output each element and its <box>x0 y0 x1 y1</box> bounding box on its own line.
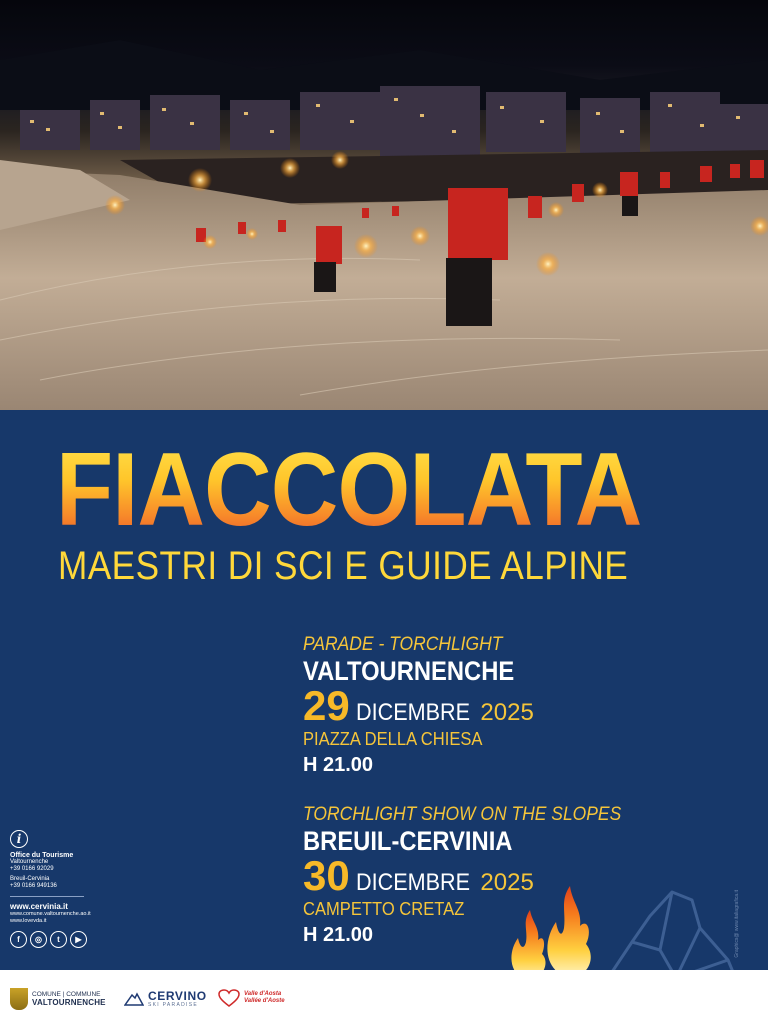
event-time: H 21.00 <box>303 754 374 776</box>
office-title: Office du Tourisme <box>10 852 74 859</box>
youtube-icon[interactable]: ▶ <box>70 931 87 948</box>
poster-subtitle: MAESTRI DI SCI E GUIDE ALPINE <box>58 544 629 588</box>
event-day: 30 <box>303 852 350 899</box>
event-time: H 21.00 <box>303 924 374 946</box>
heart-icon <box>218 989 240 1007</box>
cervino-name: CERVINO <box>148 989 207 1003</box>
event-year: 2025 <box>480 869 534 896</box>
instagram-icon[interactable]: ◎ <box>30 931 47 948</box>
comune-line2: VALTOURNENCHE <box>32 998 106 1007</box>
event-month: DICEMBRE <box>355 699 470 726</box>
comune-valtournenche-logo <box>10 988 106 1010</box>
event-place: VALTOURNENCHE <box>303 656 515 686</box>
event-venue: CAMPETTO CRETAZ <box>303 899 465 919</box>
poster-title: FIACCOLATA <box>56 438 668 542</box>
graphics-credit: Graphics@ www.italiagrafica.it <box>734 890 740 958</box>
event-valtournenche <box>303 634 543 778</box>
event-day: 29 <box>303 682 350 729</box>
ski-slope-night-scene <box>0 0 768 410</box>
website-link[interactable]: www.comune.valtournenche.ao.it <box>10 911 91 917</box>
mountain-icon <box>124 992 144 1006</box>
vda-line1: Valle d'Aosta <box>244 991 282 997</box>
sponsor-footer <box>0 985 768 1015</box>
event-kicker: PARADE - TORCHLIGHT <box>303 634 503 655</box>
website-link[interactable]: www.lovevda.it <box>10 918 47 924</box>
event-month: DICEMBRE <box>355 869 470 896</box>
cervino-ski-paradise-logo <box>124 990 207 1008</box>
website-link[interactable]: www.cervinia.it <box>10 902 68 911</box>
office-location-label: Valtournenche <box>10 859 49 865</box>
info-icon: i <box>10 830 28 848</box>
event-year: 2025 <box>480 699 534 726</box>
event-kicker: TORCHLIGHT SHOW ON THE SLOPES <box>303 804 622 825</box>
crest-icon <box>10 988 28 1010</box>
valle-daosta-logo <box>218 989 285 1007</box>
office-location-label: Breuil-Cervinia <box>10 876 50 882</box>
cervino-tag: SKI PARADISE <box>148 1002 198 1008</box>
office-phone[interactable]: +39 0166 949136 <box>10 883 57 889</box>
torchlight-photo <box>0 0 768 410</box>
event-place: BREUIL-CERVINIA <box>303 826 513 856</box>
vda-line2: Vallée d'Aoste <box>244 998 285 1004</box>
divider <box>10 896 84 897</box>
event-venue: PIAZZA DELLA CHIESA <box>303 729 483 749</box>
facebook-icon[interactable]: f <box>10 931 27 948</box>
event-panel <box>0 410 768 970</box>
office-phone[interactable]: +39 0166 92029 <box>10 866 54 872</box>
twitter-icon[interactable]: t <box>50 931 67 948</box>
comune-line1: COMUNE | COMMUNE <box>32 991 101 998</box>
event-date <box>303 684 543 728</box>
